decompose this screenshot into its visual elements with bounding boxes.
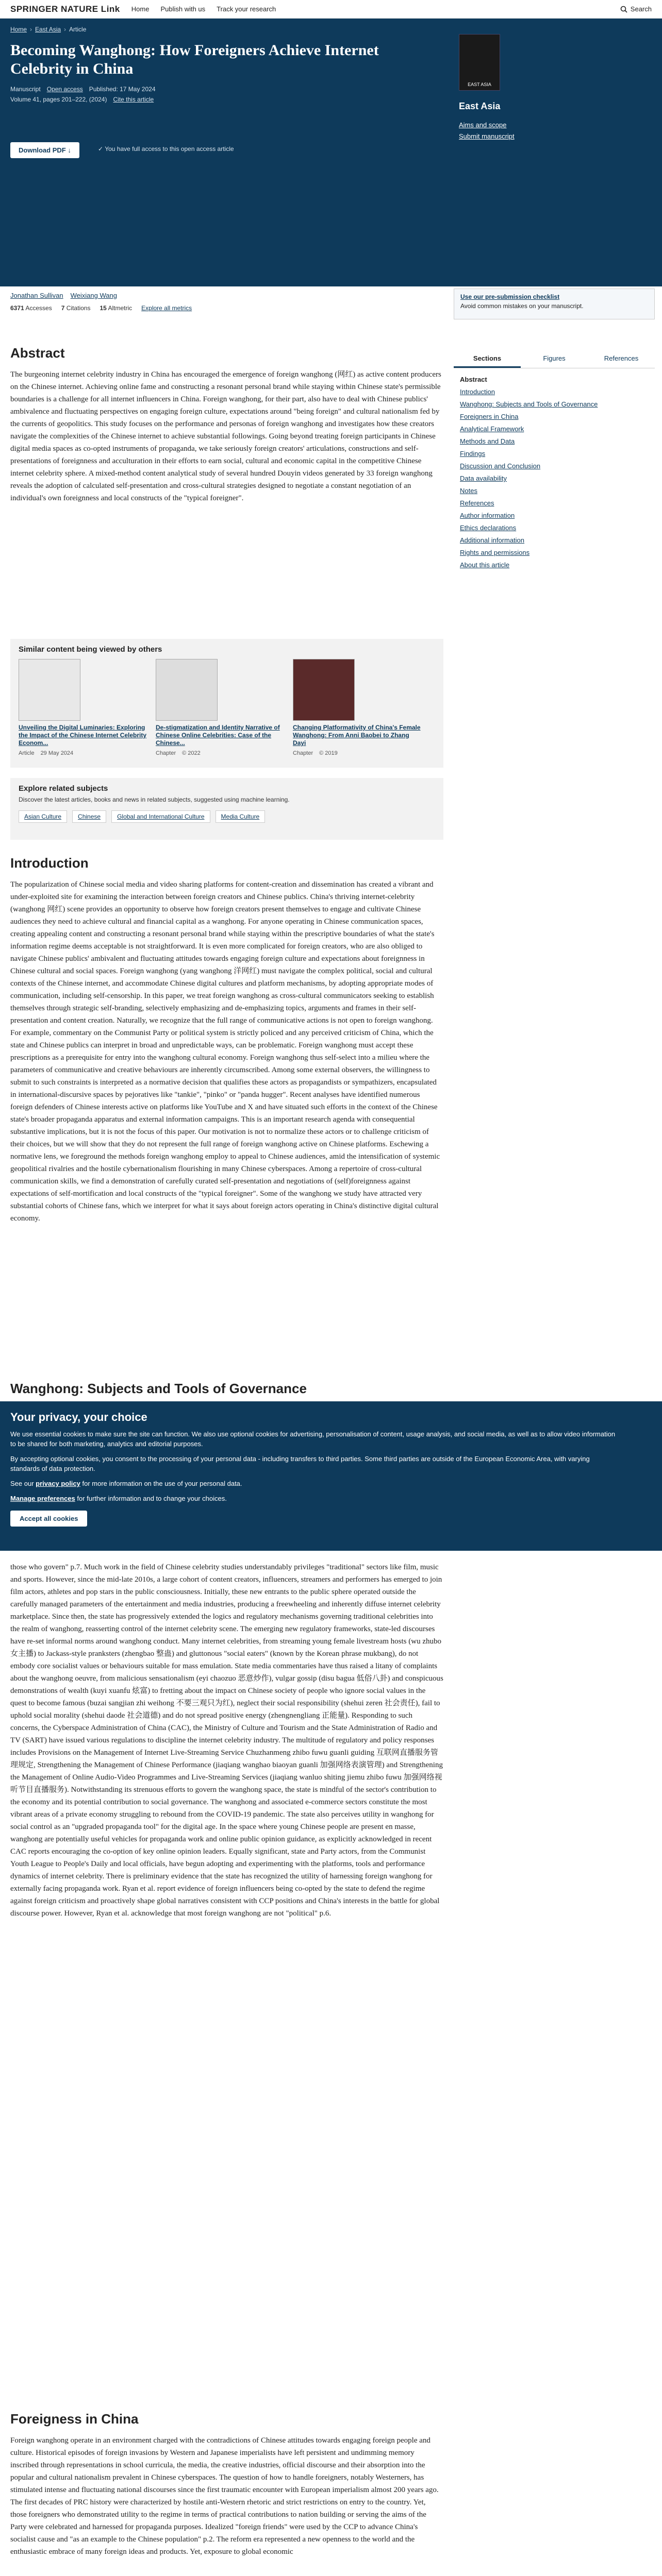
sidebar-item[interactable]: Findings xyxy=(460,450,486,457)
similar-title[interactable]: Unveiling the Digital Luminaries: Exploring the Impact of the Chinese Internet Celebrity Econom... xyxy=(19,724,147,747)
presubmission-card[interactable] xyxy=(454,289,655,319)
sidebar-item[interactable]: Notes xyxy=(460,487,477,495)
related-heading: Explore related subjects xyxy=(19,784,108,793)
similar-type: Article xyxy=(19,750,35,756)
download-icon: ↓ xyxy=(68,146,71,154)
foreigners-heading: Foreigness in China xyxy=(10,2411,139,2427)
tab-figures[interactable]: Figures xyxy=(543,354,566,362)
subject-chip[interactable]: Global and International Culture xyxy=(111,810,210,823)
sidebar-item[interactable]: Abstract xyxy=(460,376,487,383)
sidebar-item[interactable]: Discussion and Conclusion xyxy=(460,462,541,470)
foreigners-section xyxy=(10,2411,443,2558)
abstract-heading: Abstract xyxy=(10,345,65,361)
cookie-text-1: We use essential cookies to make sure the site can function. We also use optional cookies for advertising, personalisation of content, usage analysis, and social media, as well as to allow video information to be shared for both marketing, analytics and editorial purposes. xyxy=(10,1430,616,1448)
author-name[interactable]: Jonathan Sullivan xyxy=(10,292,63,299)
sidebar-item[interactable]: Introduction xyxy=(460,388,495,396)
sidebar-item[interactable]: About this article xyxy=(460,561,510,569)
presubmission-title[interactable]: Use our pre-submission checklist xyxy=(460,293,560,300)
cookie-banner xyxy=(0,1401,662,1551)
published-date: Published: 17 May 2024 xyxy=(89,86,156,93)
sidebar-item[interactable]: Rights and permissions xyxy=(460,549,530,556)
author-name[interactable]: Weixiang Wang xyxy=(70,292,117,299)
sidebar-item[interactable]: References xyxy=(460,499,494,507)
sidebar-item[interactable]: Data availability xyxy=(460,474,507,482)
subject-chip[interactable]: Chinese xyxy=(72,810,106,823)
access-note xyxy=(98,145,234,152)
similar-content-panel xyxy=(10,639,443,768)
wanghong-heading: Wanghong: Subjects and Tools of Governance xyxy=(10,1381,307,1396)
similar-date: © 2019 xyxy=(319,750,338,756)
breadcrumb xyxy=(10,26,652,33)
journal-cover[interactable] xyxy=(459,34,500,91)
access-note-text: You have full access to this open access article xyxy=(105,145,234,152)
breadcrumb-home[interactable]: Home xyxy=(10,26,27,33)
cite-link[interactable]: Cite this article xyxy=(113,96,154,103)
cookie-text-4: Manage preferences for further information and to change your choices. xyxy=(10,1495,227,1502)
access-badge[interactable]: Open access xyxy=(46,86,83,93)
sidebar-item[interactable]: Foreigners in China xyxy=(460,413,519,420)
sidebar xyxy=(454,350,655,571)
citations-metric: 7 Citations xyxy=(61,304,91,312)
top-navigation xyxy=(0,0,662,19)
related-subjects-panel xyxy=(10,778,443,840)
altmetric-metric: 15 Altmetric xyxy=(100,304,133,312)
sidebar-item[interactable]: Author information xyxy=(460,512,515,519)
similar-thumbnail xyxy=(293,659,355,721)
wanghong-section xyxy=(10,1561,443,1920)
journal-links xyxy=(459,120,515,142)
sidebar-item[interactable]: Wanghong: Subjects and Tools of Governance xyxy=(460,400,598,408)
accept-cookies-button[interactable]: Accept all cookies xyxy=(10,1511,87,1527)
subject-chip[interactable]: Media Culture xyxy=(216,810,266,823)
cookie-heading: Your privacy, your choice xyxy=(10,1411,147,1423)
article-volume-row xyxy=(10,96,652,103)
cookie-text-2: By accepting optional cookies, you consent to the processing of your personal data - including transfers to third parties. Some third parties are outside of the European Economic Area, with varying standards of data protection. xyxy=(10,1455,590,1472)
breadcrumb-separator: › xyxy=(64,26,67,33)
sidebar-item[interactable]: Methods and Data xyxy=(460,437,515,445)
journal-name[interactable]: East Asia xyxy=(459,101,501,111)
similar-date: © 2022 xyxy=(182,750,201,756)
download-pdf-button[interactable] xyxy=(10,142,79,158)
similar-title[interactable]: De-stigmatization and Identity Narrative of Chinese Online Celebrities: Case of the Chinese... xyxy=(156,724,280,747)
wanghong-heading-block xyxy=(10,1381,443,1397)
sidebar-item[interactable]: Analytical Framework xyxy=(460,425,524,433)
volume-info: Volume 41, pages 201–222, (2024) xyxy=(10,96,107,103)
related-text: Discover the latest articles, books and news in related subjects, suggested using machine learning. xyxy=(19,796,290,803)
introduction-section xyxy=(10,855,443,1225)
nav-track[interactable]: Track your research xyxy=(217,5,276,13)
sidebar-item[interactable]: Additional information xyxy=(460,536,525,544)
breadcrumb-separator: › xyxy=(30,26,32,33)
download-pdf-label: Download PDF xyxy=(19,146,66,154)
similar-type: Chapter xyxy=(156,750,176,756)
submit-manuscript-link[interactable]: Submit manuscript xyxy=(459,132,515,140)
search-icon xyxy=(620,6,627,13)
accesses-metric: 6371 Accesses xyxy=(10,304,52,312)
tab-sections[interactable]: Sections xyxy=(454,350,521,368)
wanghong-text: those who govern" p.7. Much work in the field of Chinese celebrity studies understandably privileges "traditional" sectors like film, music and sports. However, since the mid-late 2010s, a large cohort of content creators, influencers, streamers and performers has emerged to join film actors, athletes and pop stars in the public consciousness. Initially, these new entrants to the public sphere operated outside the carefully managed parameters of the entertainment and media industries, producing a freewheeling and inherently diffuse internet celebrity marketplace. Since then, the state has progressively extended the logics and regulatory mechanisms governing traditional celebrities into the realm of wanghong, reasserting control of the internet celebrity scene. The emerging new regulatory frameworks, state-led discourses have re-set informal norms around wanghong conduct. Many internet celebrities, from streaming young female livestream hosts (wu zhubo 女主播) to Jackass-style pranksters (zhengbao 整蛊) and gluttonous "social eaters" (known by the Korean phrase mukbang), do not embody core socialist values or behaviours suitable for mass emulation. State media commentaries have thus raised a litany of complaints about the wanghong oeuvre, from malicious sensationalism (eyi chaozuo 恶意炒作), vulgar gossip (disu bagua 低俗八卦) and conspicuous demonstrations of wealth (kuyi xuanfu 炫富) to fretting about the impact on Chinese society of people who ignore social values in the quest to become famous (buzai sangjian zhi weihong 不要三观只为红), neglect their social responsibility (shehui zeren 社会责任), fail to uphold social morality (shehui daode 社会道德) and do not spread positive energy (zhengnengliang 正能量). Responding to such concerns, the Cyberspace Administration of China (CAC), the Ministry of Culture and Tourism and the State Administration of Radio and TV (SART) have issued various regulations to discipline the internet celebrity industry. The multitude of regulatory and policy responses includes Provisions on the Management of Internet Live-Streaming Service Chuzhanmeng zhibo fuwu guanli guiding 互联网直播服务管理规定, Strengthening the Management of Chinese Performance (jiaqiang wanghao biaoyan guanli 加强网络表演管理) and Strengthening the Management of Online Audio-Video Programmes and Live-Streaming Services (jiaqiang wanluo shiting jiemu zhibo fuwu 加强网络视听节目直播服务). Notwithstanding its strenuous efforts to govern the wanghong space, the state is mindful of the sector's contribution to the economy and its potential contribution to social governance. The wanghong and associated e-commerce sectors constitute the most vibrant areas of a private economy struggling to rebound from the COVID-19 pandemic. The state also perceives utility in wanghong for social control as an "upgraded propaganda tool" for the digital age. In the space where young Chinese people are present en masse, wanghong are potentially useful vehicles for propaganda work and online public opinion guidance, as explicitly acknowledged in recent CAC reports encouraging the co-option of key online opinion leaders. Equally significant, state and Party actors, from the Communist Youth League to People's Daily and local officials, have begun adopting and experimenting with the platforms, tools and performance dynamics of internet celebrity. There is preliminary evidence that the state has recognized the utility of harnessing foreign wanghong for externally facing propaganda work. Ryan et al. report evidence of foreign influencers being co-opted by the state to defend the regime against foreign criticism and proactively shape global narratives consistent with CCP positions and China's interests in the battle for global discourse power. However, Ryan et al. acknowledge that most foreign wanghong are not "political" p.6. xyxy=(10,1563,443,1918)
explore-metrics-link[interactable]: Explore all metrics xyxy=(141,304,192,312)
similar-card[interactable] xyxy=(156,659,285,756)
brand-logo[interactable]: SPRINGER NATURE Link xyxy=(10,4,120,14)
manage-preferences-link[interactable]: Manage preferences xyxy=(10,1495,75,1502)
similar-thumbnail xyxy=(19,659,80,721)
introduction-text: The popularization of Chinese social media and video sharing platforms for content-creation and dissemination has created a vibrant and under-exploited site for examining the interaction between foreign creators and Chinese publics. China's thriving internet-celebrity (wanghong 网红) scene provides an opportunity to observe how foreign creators present themselves to engage and cultivate Chinese audiences they need to achieve cultural and financial capital as a wanghong. For anyone operating in Chinese communication spaces, creating appealing content and constructing a resonant personal brand while staying within the prescriptive boundaries of what the state's information regime deems acceptable is not straightforward. It is even more complicated for foreign creators, who are also obliged to navigate Chinese publics' ambivalent and fluctuating attitudes towards engaging foreign culture and expectations about foreignness in Chinese cultural and social spaces. Foreign wanghong (yang wanghong 洋网红) must navigate the complex political, social and cultural contexts of the Chinese internet, and accommodate Chinese digital cultures and platform mechanisms, by adopting appropriate modes of communication, including self-censorship. In this paper, we treat foreign wanghong as cross-cultural communicators seeking to establish themselves through strategic self-branding, selectively emphasizing and de-emphasizing topics, arguments and frames in their self-presentation and content creation. Naturally, we recognize that the full range of communicative actions is not open to foreign wanghong. For example, commentary on the Communist Party or political system is strictly policed and any perceived criticism of China, which the state and Chinese publics can interpret in broad and unpredictable ways, can be problematic. Foreign wanghong must accept these prescriptions as a prerequisite for entry into the wanghong cultural economy. Foreign wanghong thus self-select into a milieu where the parameters of communicative and creative behaviours are inherently circumscribed. Among some external observers, the willingness to submit to such constraints is interpreted as a normative decision that qualifies these actors as propagandists or sympathizers, encapsulated in international-discursive spaces by pejoratives like "tankie", "pinko" or "panda hugger". Recent analyses have identified numerous foreign defenders of Chinese interests active on platforms like YouTube and X and have situated such efforts in the context of the Chinese state's broader propaganda apparatus and external information campaigns. This is an important research agenda with consequential substantive implications, but it is not the focus of this paper. Our motivation is not to normalize these actors or to challenge criticism of their choices, but we will show that they do not represent the full range of foreign wanghong active on Chinese platforms. Eschewing a normative lens, we foreground the methods foreign wanghong employ to appeal to Chinese audiences, amid the intensification of systemic geopolitical rivalries and the hostile cybernationalism flourishing in many Chinese cyberspaces. Among a repertoire of cross-cultural communication skills, we find a demonstration of carefully curated self-presentation and negotiations of (self)foreignness against expectations of self-mortification and local constructs of the "typical foreigner". Some of the wanghong we study have attracted very substantial cohorts of Chinese fans, which we interpret for what it says about foreign actors operating in China's distinctive digital cultural economy. xyxy=(10,880,440,1223)
foreigners-text: Foreign wanghong operate in an environment charged with the contradictions of Chinese attitudes towards engaging foreign people and culture. Historical episodes of foreign invasions by Western and Japanese imperialists have left persistent and undimming memory inscribed through representations in school curricula, the media, the creative industries, official discourse and their absorption into the popular and cultural nationalism prevalent in Chinese cyberspaces. The question of how to handle foreigners, notably Westerners, has stimulated intense and fluctuating national discourses since the first traumatic encounter with European imperialism almost 200 years ago. The first decades of PRC history were characterized by hostile anti-Western rhetoric and strict restrictions on entry to the country. Yet, those foreigners who demonstrated utility to the regime in terms of practical contributions to nation building or serving the aims of the Party were celebrated and harnessed for propaganda purposes. Idealized "foreign friends" were used by the CCP to advance China's socialist cause and "as an example to the Chinese population" p.2. The reform era represented a new openness to the world and the enthusiastic embrace of many foreign ideas and products. Yet, exposure to global economic xyxy=(10,2436,439,2556)
aims-scope-link[interactable]: Aims and scope xyxy=(459,121,507,129)
presubmission-text: Avoid common mistakes on your manuscript. xyxy=(460,302,584,310)
nav-home[interactable]: Home xyxy=(131,5,150,13)
introduction-heading: Introduction xyxy=(10,855,89,871)
privacy-policy-link[interactable]: privacy policy xyxy=(36,1480,80,1487)
abstract-section xyxy=(10,345,443,504)
similar-title[interactable]: Changing Platformativity of China's Female Wanghong: From Anni Baobei to Zhang Dayi xyxy=(293,724,421,747)
article-title: Becoming Wanghong: How Foreigners Achieve Internet Celebrity in China xyxy=(10,42,379,77)
similar-type: Chapter xyxy=(293,750,313,756)
search-area[interactable] xyxy=(620,5,652,13)
similar-card[interactable] xyxy=(293,659,422,756)
similar-card[interactable] xyxy=(19,659,147,756)
subject-chip[interactable]: Asian Culture xyxy=(19,810,67,823)
similar-heading: Similar content being viewed by others xyxy=(19,645,162,654)
search-label[interactable]: Search xyxy=(630,5,652,13)
article-meta xyxy=(10,86,652,93)
sidebar-tabs xyxy=(454,350,655,368)
breadcrumb-journal[interactable]: East Asia xyxy=(35,26,61,33)
journal-cover-text: EAST ASIA xyxy=(468,82,491,87)
article-type: Manuscript xyxy=(10,86,41,93)
article-header xyxy=(0,19,662,286)
breadcrumb-current: Article xyxy=(69,26,87,33)
similar-thumbnail xyxy=(156,659,218,721)
sidebar-section-list xyxy=(454,368,655,571)
nav-publish[interactable]: Publish with us xyxy=(160,5,206,13)
sidebar-item[interactable]: Ethics declarations xyxy=(460,524,517,532)
check-icon: ✓ xyxy=(98,145,104,152)
similar-date: 29 May 2024 xyxy=(40,750,74,756)
cookie-text-3: See our privacy policy for more information on the use of your personal data. xyxy=(10,1480,242,1487)
tab-references[interactable]: References xyxy=(604,354,639,362)
abstract-text: The burgeoning internet celebrity industry in China has encouraged the emergence of foreign wanghong (网红) as active content producers on the Chinese internet. Achieving online fame and constructing a resonant personal brand while staying within Chinese state's permissible boundaries is a challenge for all internet influencers in China. Foreign wanghong, for their part, also have to deal with Chinese publics' ambivalence and fluctuating perspectives on engaging foreign culture, expectations around "being foreign" and cultural nationalism fed by the currents of geopolitics. This study focuses on the performance and personas of foreign wanghong and investigates how these creators navigate the complexities of the Chinese internet to achieve substantial followings. Going beyond treating foreign participants in Chinese digital media spaces as co-opted instruments of propaganda, we take seriously foreign creators' articulations, constructions and self-presentations of foreignness and acculturation in their efforts to earn social, cultural and economic capital in the competitive Chinese internet celebrity sphere. A mixed-method content analytical study of several hundred Douyin videos generated by 33 foreign wanghong reveals the adoption of calculated self-presentation and cross-cultural strategies designed to negotiate a constant negotiation of an individual's own foreignness and local constructs of the "typical foreigner". xyxy=(10,370,441,502)
